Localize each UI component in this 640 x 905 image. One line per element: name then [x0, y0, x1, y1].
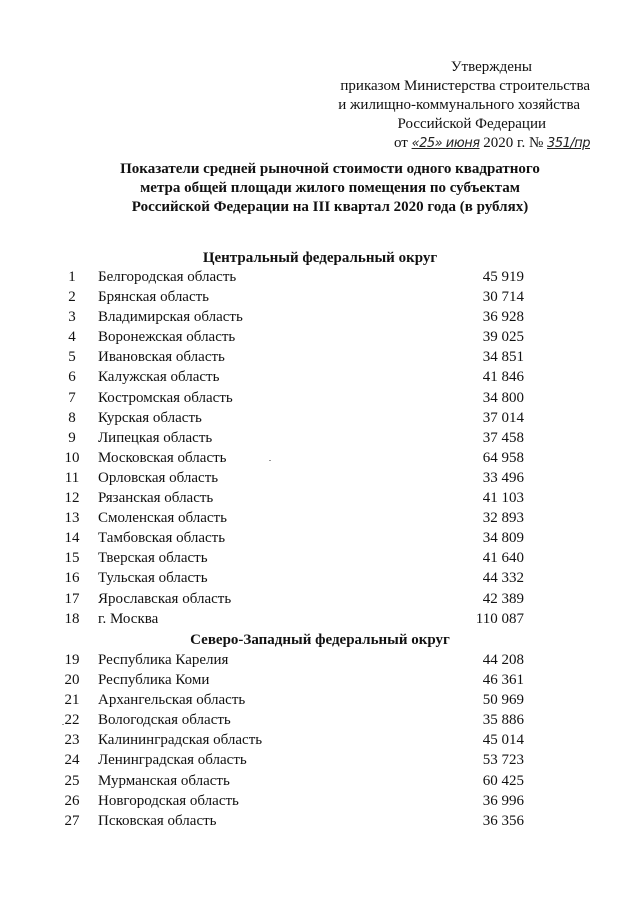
- title-line-2: метра общей площади жилого помещения по субъектам: [140, 180, 520, 196]
- price-value: 36 356: [482, 812, 524, 829]
- row-number: 11: [64, 469, 80, 486]
- table-row: [0, 650, 640, 670]
- table-row: [0, 528, 640, 548]
- approval-line-approved: Утверждены: [450, 59, 532, 75]
- price-value: 35 886: [482, 712, 524, 729]
- region-name: Республика Коми: [98, 672, 210, 689]
- table-row: [0, 771, 640, 791]
- price-value: 36 996: [482, 792, 524, 809]
- order-year: 2020 г. №: [483, 135, 544, 151]
- approval-stamp: [300, 58, 590, 153]
- row-number: 23: [64, 732, 80, 749]
- region-name: Рязанская область: [98, 490, 214, 507]
- price-value: 60 425: [482, 772, 524, 789]
- region-name: Тамбовская область: [98, 530, 226, 547]
- table-row: [0, 307, 640, 327]
- row-number: 25: [64, 772, 80, 789]
- scan-speck: [62, 724, 64, 725]
- region-name: Вологодская область: [98, 712, 231, 729]
- price-value: 37 458: [482, 429, 524, 446]
- region-name: Тульская область: [98, 570, 208, 587]
- region-name: Архангельская область: [98, 692, 246, 709]
- region-name: Республика Карелия: [98, 652, 229, 668]
- table-row: [0, 468, 640, 488]
- table-row: [0, 710, 640, 730]
- table-row: [0, 267, 640, 287]
- district-table-northwest: [0, 650, 640, 831]
- region-name: Владимирская область: [98, 309, 243, 326]
- table-row: [0, 367, 640, 387]
- row-number: 14: [64, 530, 80, 547]
- price-value: 37 014: [482, 409, 524, 426]
- row-number: 9: [68, 429, 76, 446]
- region-name: Мурманская область: [98, 772, 230, 789]
- row-number: 16: [64, 570, 80, 587]
- price-value: 41 846: [482, 369, 524, 386]
- table-row: [0, 670, 640, 690]
- table-row: [0, 327, 640, 347]
- region-name: г. Москва: [98, 610, 159, 627]
- row-number: 22: [64, 712, 80, 729]
- region-name: Воронежская область: [98, 329, 236, 346]
- row-number: 21: [64, 692, 80, 709]
- table-row: [0, 791, 640, 811]
- price-value: 33 496: [482, 469, 524, 486]
- row-number: 10: [64, 449, 80, 466]
- price-value: 34 809: [482, 530, 524, 547]
- price-value: 34 800: [482, 389, 524, 406]
- price-value: 30 714: [482, 289, 524, 306]
- row-number: 7: [68, 389, 76, 406]
- row-number: 20: [64, 672, 80, 689]
- table-row: [0, 609, 640, 629]
- scan-speck: [269, 460, 271, 461]
- row-number: 19: [64, 652, 80, 668]
- price-value: 64 958: [482, 449, 524, 466]
- region-name: Тверская область: [98, 550, 208, 567]
- row-number: 13: [64, 510, 80, 527]
- region-name: Псковская область: [98, 812, 217, 829]
- price-value: 46 361: [482, 672, 524, 689]
- table-row: [0, 488, 640, 508]
- price-value: 32 893: [482, 510, 524, 527]
- document-title: [90, 160, 570, 217]
- price-value: 110 087: [475, 610, 524, 627]
- region-name: Курская область: [98, 409, 202, 426]
- row-number: 1: [68, 269, 76, 285]
- table-row: [0, 428, 640, 448]
- price-value: 36 928: [482, 309, 524, 326]
- table-row: [0, 568, 640, 588]
- title-line-3: Российской Федерации на III квартал 2020 года (в рублях): [131, 199, 529, 215]
- region-name: Брянская область: [98, 289, 210, 306]
- table-row: [0, 690, 640, 710]
- approval-line-federation: Российской Федерации: [397, 116, 546, 132]
- price-value: 41 103: [482, 490, 524, 507]
- region-name: Смоленская область: [98, 510, 227, 527]
- title-line-1: Показатели средней рыночной стоимости одного квадратного: [120, 161, 540, 177]
- row-number: 24: [64, 752, 80, 769]
- row-number: 12: [64, 490, 80, 507]
- region-name: Липецкая область: [98, 429, 213, 446]
- price-value: 45 014: [482, 732, 524, 749]
- district-heading-central: Центральный федеральный округ: [202, 250, 438, 266]
- table-row: [0, 508, 640, 528]
- price-value: 42 389: [482, 590, 524, 607]
- price-value: 39 025: [482, 329, 524, 346]
- approval-line-ministry: и жилищно-коммунального хозяйства: [338, 97, 580, 113]
- price-value: 45 919: [482, 269, 524, 285]
- district-table-central: [0, 267, 640, 629]
- table-row: [0, 548, 640, 568]
- row-number: 18: [64, 610, 80, 627]
- order-prefix: от: [393, 135, 408, 151]
- district-heading-northwest: Северо-Западный федеральный округ: [190, 632, 450, 648]
- region-name: Новгородская область: [98, 792, 239, 809]
- region-name: Ярославская область: [98, 590, 232, 607]
- price-value: 53 723: [482, 752, 524, 769]
- region-name: Белгородская область: [98, 269, 237, 285]
- price-value: 50 969: [482, 692, 524, 709]
- region-name: Калужская область: [98, 369, 220, 386]
- table-row: [0, 730, 640, 750]
- order-date-handwritten: «25» июня: [411, 136, 480, 151]
- region-name: Московская область: [98, 449, 227, 466]
- table-row: [0, 347, 640, 367]
- table-row: [0, 448, 640, 468]
- price-value: 34 851: [482, 349, 524, 366]
- order-number-handwritten: 351/пр: [547, 136, 590, 151]
- approval-order-line: [300, 134, 590, 153]
- price-value: 44 208: [482, 652, 524, 668]
- table-row: [0, 287, 640, 307]
- row-number: 2: [68, 289, 76, 306]
- region-name: Ленинградская область: [98, 752, 247, 769]
- row-number: 17: [64, 590, 80, 607]
- table-row: [0, 811, 640, 831]
- region-name: Ивановская область: [98, 349, 225, 366]
- row-number: 6: [68, 369, 76, 386]
- row-number: 27: [64, 812, 80, 829]
- row-number: 3: [68, 309, 76, 326]
- price-value: 44 332: [482, 570, 524, 587]
- row-number: 8: [68, 409, 76, 426]
- table-row: [0, 388, 640, 408]
- row-number: 5: [68, 349, 76, 366]
- table-row: [0, 589, 640, 609]
- region-name: Калининградская область: [98, 732, 263, 749]
- table-row: [0, 750, 640, 770]
- row-number: 26: [64, 792, 80, 809]
- region-name: Орловская область: [98, 469, 219, 486]
- region-name: Костромская область: [98, 389, 233, 406]
- approval-line-order-of: приказом Министерства строительства: [340, 78, 590, 94]
- table-row: [0, 408, 640, 428]
- row-number: 15: [64, 550, 80, 567]
- price-value: 41 640: [482, 550, 524, 567]
- row-number: 4: [68, 329, 76, 346]
